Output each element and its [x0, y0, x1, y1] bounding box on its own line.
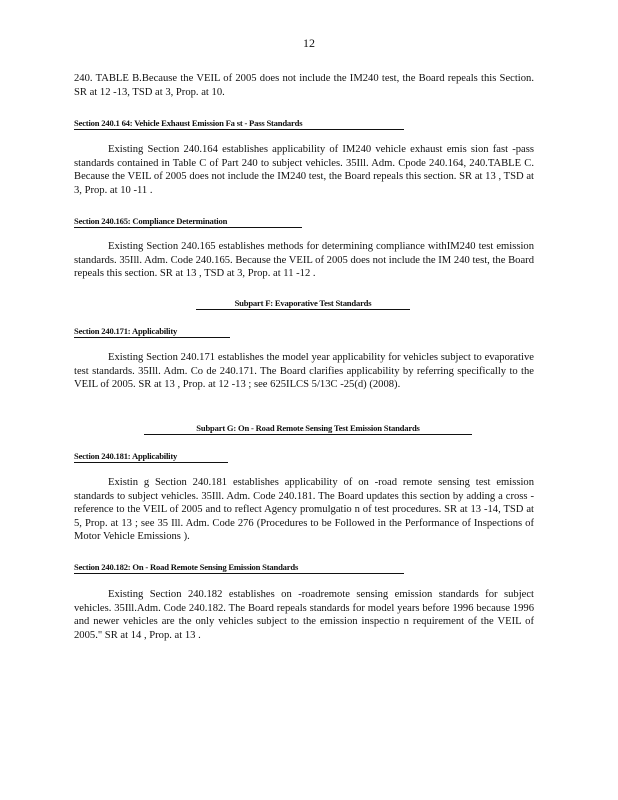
section-heading-240-182: Section 240.182: On - Road Remote Sensing Emission Standards: [74, 562, 404, 574]
section-heading-240-165: Section 240.165: Compliance Determination: [74, 216, 302, 228]
section-heading-240-181: Section 240.181: Applicability: [74, 451, 228, 463]
page-number: 12: [303, 36, 315, 50]
paragraph-240-181: Existin g Section 240.181 establishes applicability of on -road remote sensing test emission standards to subject vehicles. 35Ill. Adm. Code 240.181. The Board updates this section by adding a cross -reference to the VEIL of 2005 and to reflect Agency promulgatio n of test procedures. SR at 13 -14, TSD at 5, Prop. at 13 ; see 35 Ill. Adm. Code 276 (Procedures to be Followed in the Performance of Inspections of Motor Vehicle Emissions ).: [74, 477, 534, 542]
subpart-g-heading: Subpart G: On - Road Remote Sensing Test Emission Standards: [144, 423, 472, 435]
paragraph-240-171: Existing Section 240.171 establishes the model year applicability for vehicles subject to evaporative test standards. 35Ill. Adm. Co de 240.171. The Board clarifies applicability by referring specifically to the VEIL of 2005. SR at 13 , Prop. at 12 -13 ; see 625ILCS 5/13C -25(d) (2008).: [74, 352, 534, 390]
paragraph-table-b: 240. TABLE B.Because the VEIL of 2005 does not include the IM240 test, the Board repeals this Section. SR at 12 -13, TSD at 3, Prop. at 10.: [74, 73, 534, 98]
paragraph-240-164: Existing Section 240.164 establishes applicability of IM240 vehicle exhaust emis sion fast -pass standards contained in Table C of Part 240 to subject vehicles. 35Ill. Adm. Cpode 240.164, 240.TABLE C. Because the VEIL of 2005 does not include the IM240 test, the Board repeals this section. SR at 13 , TSD at 3, Prop. at 10 -11 .: [74, 144, 534, 196]
paragraph-240-165: Existing Section 240.165 establishes methods for determining compliance withIM240 test emission standards. 35Ill. Adm. Code 240.165. Because the VEIL of 2005 does not include the IM 240 test, the Board repeals this section. SR at 13 , TSD at 3, Prop. at 11 -12 .: [74, 241, 534, 279]
section-heading-240-171: Section 240.171: Applicability: [74, 326, 230, 338]
paragraph-240-182: Existing Section 240.182 establishes on -roadremote sensing emission standards for subject vehicles. 35Ill.Adm. Code 240.182. The Board repeals standards for model years before 1996 because 1996 and newer vehicles are the only vehicles subject to the emission inspectio n requirement of the VEIL of 2005." SR at 14 , Prop. at 13 .: [74, 589, 534, 641]
subpart-f-heading: Subpart F: Evaporative Test Standards: [196, 298, 410, 310]
section-heading-240-164: Section 240.1 64: Vehicle Exhaust Emission Fa st - Pass Standards: [74, 118, 404, 130]
